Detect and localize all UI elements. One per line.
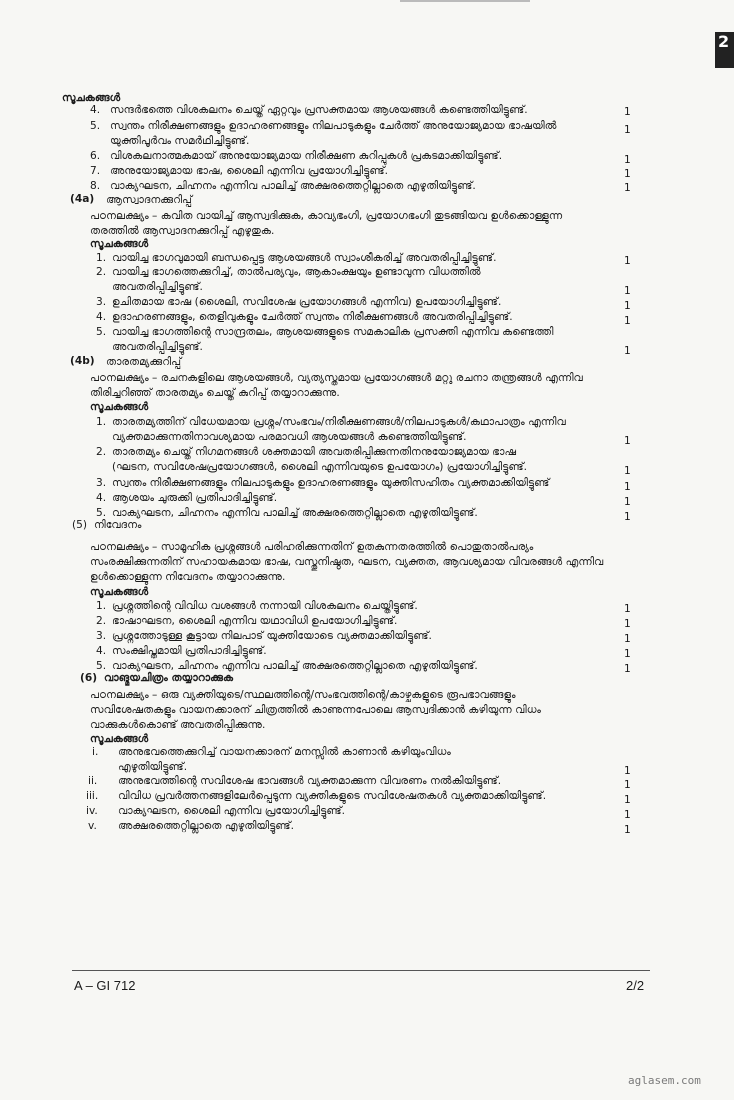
mark-value: 1 (624, 285, 631, 297)
list-item-text: ഉചിതമായ ഭാഷ (ശൈലി, സവിശേഷ പ്രയോഗങ്ങൾ എന്നിവ) ഉപയോഗിച്ചിട്ടുണ്ട്. (112, 296, 502, 308)
section-title: ആസ്വാദനക്കുറിപ്പ് (106, 194, 193, 206)
section-number: (6) (80, 672, 98, 684)
mark-value: 1 (624, 481, 631, 493)
list-item-number: iv. (86, 805, 98, 817)
list-item-text: ഭാഷാഘടന, ശൈലി എന്നിവ യഥാവിധി ഉപയോഗിച്ചിട്ടുണ്ട്. (112, 615, 398, 627)
objective-line: സംരക്ഷിക്കുന്നതിന് സഹായകമായ ഭാഷ, വസ്തുനിഷ്ഠത, ഘടന, വ്യക്തത, ആവശ്യമായ വിവരങ്ങൾ എന്നിവ (90, 556, 604, 568)
list-item-text: വാക്യഘടന, ചിഹ്നനം എന്നിവ പാലിച്ച് അക്ഷരത്തെറ്റില്ലാതെ എഴുതിയിട്ടുണ്ട്. (112, 507, 478, 519)
list-item-number: 1. (96, 416, 107, 428)
mark-value: 1 (624, 315, 631, 327)
list-item-text: അവതരിപ്പിച്ചിട്ടുണ്ട്. (112, 341, 203, 353)
mark-value: 1 (624, 106, 631, 118)
section-title: നിവേദനം (94, 519, 142, 531)
list-item-number: 4. (96, 311, 107, 323)
list-item-text: വായിച്ച ഭാഗത്തെക്കുറിച്ച്, താൽപര്യവും, ആകാംക്ഷയും ഉണ്ടാവുന്ന വിധത്തിൽ (112, 266, 481, 278)
sub-heading: സൂചകങ്ങൾ (90, 401, 149, 413)
list-item-number: 7. (90, 165, 101, 177)
list-item-number: 4. (96, 645, 107, 657)
paper-code: A – GI 712 (74, 978, 136, 993)
list-item-number: 4. (90, 104, 101, 116)
objective-line: ഉൾക്കൊള്ളുന്ന നിവേദനം തയ്യാറാക്കുന്നു. (90, 571, 286, 583)
mark-value: 1 (624, 824, 631, 836)
list-item-text: (ഘടന, സവിശേഷപ്രയോഗങ്ങൾ, ശൈലി എന്നിവയുടെ ഉപയോഗം) പ്രയോഗിച്ചിട്ടുണ്ട്. (112, 461, 528, 473)
list-item-number: 1. (96, 600, 107, 612)
list-item-text: വാക്യഘടന, ചിഹ്നനം എന്നിവ പാലിച്ച് അക്ഷരത്തെറ്റില്ലാതെ എഴുതിയിട്ടുണ്ട്. (110, 180, 476, 192)
sub-heading: സൂചകങ്ങൾ (90, 733, 149, 745)
list-item-text: വാക്യഘടന, ചിഹ്നനം എന്നിവ പാലിച്ച് അക്ഷരത്തെറ്റില്ലാതെ എഴുതിയിട്ടുണ്ട്. (112, 660, 478, 672)
mark-value: 1 (624, 794, 631, 806)
objective-line: സവിശേഷതകളും വായനക്കാരന് ചിത്രത്തിൽ കാണുന്നപോലെ ആസ്വദിക്കാൻ കഴിയുന്ന വിധം (90, 704, 541, 716)
list-item-number: 5. (96, 660, 107, 672)
list-item-text: പ്രശ്നത്തിന്റെ വിവിധ വശങ്ങൾ നന്നായി വിശകലനം ചെയ്തിട്ടുണ്ട്. (112, 600, 418, 612)
list-item-number: 3. (96, 477, 107, 489)
section-title: വാങ്മയചിത്രം തയ്യാറാക്കുക (104, 672, 234, 684)
list-item-number: 3. (96, 296, 107, 308)
list-item-number: 6. (90, 150, 101, 162)
objective-line: പഠനലക്ഷ്യം – കവിത വായിച്ച് ആസ്വദിക്കുക, കാവ്യഭംഗി, പ്രയോഗഭംഗി തുടങ്ങിയവ ഉൾക്കൊള്ളുന്ന (90, 210, 563, 222)
list-item-text: അവതരിപ്പിച്ചിട്ടുണ്ട്. (112, 281, 203, 293)
list-item-number: iii. (86, 790, 99, 802)
section-number: (4a) (70, 193, 95, 205)
mark-value: 1 (624, 648, 631, 660)
list-item-text: സ്വന്തം നിരീക്ഷണങ്ങളും ഉദാഹരണങ്ങളും നിലപാടുകളും ചേർത്ത് അനുയോജ്യമായ ഭാഷയിൽ (110, 120, 557, 132)
list-item-number: 1. (96, 252, 107, 264)
mark-value: 1 (624, 765, 631, 777)
section-number: (5) (72, 519, 88, 531)
page-number: 2/2 (626, 978, 645, 993)
watermark: aglasem.com (628, 1074, 701, 1087)
list-item-text: ആശയം ചുരുക്കി പ്രതിപാദിച്ചിട്ടുണ്ട്. (112, 492, 278, 504)
mark-value: 1 (624, 345, 631, 357)
list-item-text: വായിച്ച ഭാഗത്തിന്റെ സാന്ദ്രതലം, ആശയങ്ങളുടെ സമകാലിക പ്രസക്തി എന്നിവ കണ്ടെത്തി (112, 326, 554, 338)
list-item-number: 2. (96, 446, 107, 458)
list-item-number: 5. (90, 120, 101, 132)
objective-line: തിരിച്ചറിഞ്ഞ് താരതമ്യം ചെയ്ത് കുറിപ്പ് തയ്യാറാക്കുന്നു. (90, 387, 340, 399)
mark-value: 1 (624, 255, 631, 267)
mark-value: 1 (624, 124, 631, 136)
list-item-text: യുക്തിപൂർവം സമർഥിച്ചിട്ടുണ്ട്. (110, 135, 250, 147)
section-title: താരതമ്യക്കുറിപ്പ് (106, 356, 182, 368)
list-item-text: പ്രശ്നത്തോടുള്ള കൂട്ടായ നിലപാട് യുക്തിയോടെ വ്യക്തമാക്കിയിട്ടുണ്ട്. (112, 630, 432, 642)
sub-heading: സൂചകങ്ങൾ (90, 238, 149, 250)
mark-value: 1 (624, 809, 631, 821)
list-item-number: 5. (96, 507, 107, 519)
list-item-text: ഉദാഹരണങ്ങളും, തെളിവുകളും ചേർത്ത് സ്വന്തം നിരീക്ഷണങ്ങൾ അവതരിപ്പിച്ചിട്ടുണ്ട്. (112, 311, 513, 323)
list-item-text: താരതമ്യത്തിന് വിധേയമായ പ്രശ്നം/സംഭവം/നിരീക്ഷണങ്ങൾ/നിലപാടുകൾ/കഥാപാത്രം എന്നിവ (112, 416, 566, 428)
list-item-number: ii. (88, 775, 98, 787)
list-item-text: അനുഭവത്തെക്കുറിച്ച് വായനക്കാരന് മനസ്സിൽ കാണാൻ കഴിയുംവിധം (118, 746, 451, 758)
objective-line: പഠനലക്ഷ്യം – സാമൂഹിക പ്രശ്നങ്ങൾ പരിഹരിക്കുന്നതിന് ഉതകുന്നതരത്തിൽ പൊതുതാൽപര്യം (90, 541, 534, 553)
list-item-number: i. (92, 746, 99, 758)
section-number: (4b) (70, 355, 95, 367)
objective-line: തരത്തിൽ ആസ്വാദനക്കുറിപ്പ് എഴുതുക. (90, 225, 275, 237)
list-item-number: 2. (96, 615, 107, 627)
sub-heading: സൂചകങ്ങൾ (90, 586, 149, 598)
list-item-text: വിശകലനാത്മകമായ് അനുയോജ്യമായ നിരീക്ഷണ കുറിപ്പുകൾ പ്രകടമാക്കിയിട്ടുണ്ട്. (110, 150, 503, 162)
mark-value: 1 (624, 779, 631, 791)
list-item-text: സ്വന്തം നിരീക്ഷണങ്ങളും നിലപാടുകളും ഉദാഹരണങ്ങളും യുക്തിസഹിതം വ്യക്തമാക്കിയിട്ടുണ്ട് (112, 477, 550, 489)
mark-value: 1 (624, 603, 631, 615)
footer-divider (72, 970, 650, 971)
page-corner-number: 2 (718, 32, 730, 51)
objective-line: പഠനലക്ഷ്യം – ഒരു വ്യക്തിയുടെ/സ്ഥലത്തിന്റെ/സംഭവത്തിന്റെ/കാഴ്ചകളുടെ രൂപഭാവങ്ങളും (90, 689, 516, 701)
list-item-number: 4. (96, 492, 107, 504)
list-item-number: 5. (96, 326, 107, 338)
mark-value: 1 (624, 618, 631, 630)
mark-value: 1 (624, 300, 631, 312)
list-item-text: അനുഭവത്തിന്റെ സവിശേഷ ഭാവങ്ങൾ വ്യക്തമാക്കുന്ന വിവരണം നൽകിയിട്ടുണ്ട്. (118, 775, 502, 787)
list-item-text: അനുയോജ്യമായ ഭാഷ, ശൈലി എന്നിവ പ്രയോഗിച്ചിട്ടുണ്ട്. (110, 165, 389, 177)
mark-value: 1 (624, 168, 631, 180)
list-item-number: 8. (90, 180, 101, 192)
list-item-text: അക്ഷരത്തെറ്റില്ലാതെ എഴുതിയിട്ടുണ്ട്. (118, 820, 294, 832)
list-item-text: സംക്ഷിപ്തമായി പ്രതിപാദിച്ചിട്ടുണ്ട്. (112, 645, 267, 657)
mark-value: 1 (624, 511, 631, 523)
mark-value: 1 (624, 496, 631, 508)
objective-line: പഠനലക്ഷ്യം – രചനകളിലെ ആശയങ്ങൾ, വ്യത്യസ്തമായ പ്രയോഗങ്ങൾ മറ്റു രചനാ തന്ത്രങ്ങൾ എന്നിവ (90, 372, 583, 384)
mark-value: 1 (624, 465, 631, 477)
mark-value: 1 (624, 182, 631, 194)
mark-value: 1 (624, 154, 631, 166)
list-item-text: സന്ദർഭത്തെ വിശകലനം ചെയ്ത് ഏറ്റവും പ്രസക്തമായ ആശയങ്ങൾ കണ്ടെത്തിയിട്ടുണ്ട്. (110, 104, 528, 116)
list-item-text: താരതമ്യം ചെയ്ത് നിഗമനങ്ങൾ ശക്തമായി അവതരിപ്പിക്കുന്നതിനനുയോജ്യമായ ഭാഷ (112, 446, 517, 458)
top-scan-line (400, 0, 530, 2)
list-item-text: വായിച്ച ഭാഗവുമായി ബന്ധപ്പെട്ട ആശയങ്ങൾ സ്വാംശീകരിച്ച് അവതരിപ്പിച്ചിട്ടുണ്ട്. (112, 252, 497, 264)
objective-line: വാക്കുകൾകൊണ്ട് അവതരിപ്പിക്കുന്നു. (90, 719, 266, 731)
list-item-text: വ്യക്തമാക്കുന്നതിനാവശ്യമായ പരമാവധി ആശയങ്ങൾ കണ്ടെത്തിയിട്ടുണ്ട്. (112, 431, 467, 443)
mark-value: 1 (624, 633, 631, 645)
list-item-text: എഴുതിയിട്ടുണ്ട്. (118, 761, 188, 773)
list-item-number: v. (88, 820, 97, 832)
mark-value: 1 (624, 663, 631, 675)
mark-value: 1 (624, 435, 631, 447)
list-item-number: 3. (96, 630, 107, 642)
list-item-text: വാക്യഘടന, ശൈലി എന്നിവ പ്രയോഗിച്ചിട്ടുണ്ട്. (118, 805, 345, 817)
list-item-number: 2. (96, 266, 107, 278)
list-item-text: വിവിധ പ്രവർത്തനങ്ങളിലേർപ്പെടുന്ന വ്യക്തികളുടെ സവിശേഷതകൾ വ്യക്തമാക്കിയിട്ടുണ്ട്. (118, 790, 547, 802)
section-heading-suchakangal: സൂചകങ്ങൾ (62, 92, 121, 104)
